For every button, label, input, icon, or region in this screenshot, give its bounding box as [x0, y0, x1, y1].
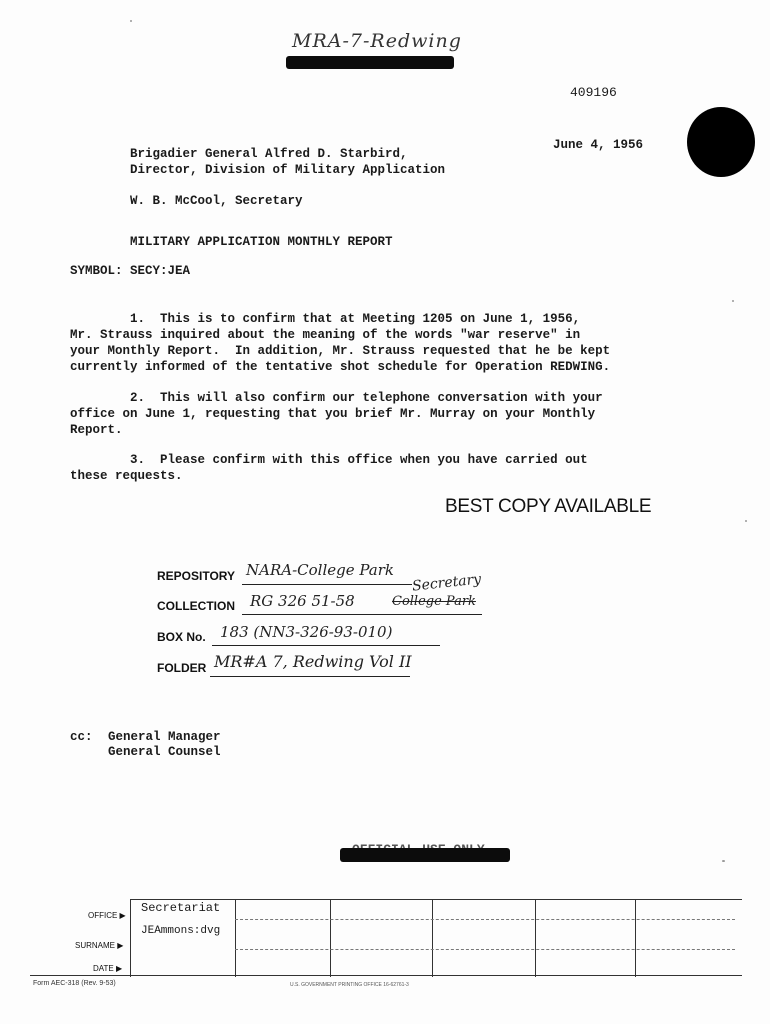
- scan-speck: [722, 860, 725, 862]
- date-label: DATE ▶: [93, 964, 123, 973]
- box-label: BOX No.: [157, 630, 206, 644]
- form-col-5: [535, 899, 536, 977]
- folder-value: MR#A 7, Redwing Vol II: [214, 652, 412, 671]
- form-col-1: [130, 899, 131, 977]
- collection-underline: [242, 614, 482, 615]
- routing-form: [30, 897, 730, 982]
- handwritten-file-note: MRA-7-Redwing: [292, 30, 462, 52]
- classification-strikeout-top: [286, 56, 454, 69]
- repository-label: REPOSITORY: [157, 569, 236, 583]
- repository-underline: [242, 584, 412, 585]
- repository-note: Secretary: [411, 571, 482, 595]
- office-label: OFFICE ▶: [88, 911, 126, 920]
- collection-struck-text: College Park: [392, 594, 476, 609]
- paragraph-1: 1. This is to confirm that at Meeting 1205 on June 1, 1956, Mr. Strauss inquired about the meaning of the words "war reserve" in your Monthly Report. In addition, Mr. Strauss requested that he be kept currently informed of the tentative shot schedule for Operation REDWING.: [70, 312, 611, 374]
- collection-label: COLLECTION: [157, 599, 235, 613]
- punch-hole-mark: [687, 107, 755, 177]
- folder-underline: [210, 676, 410, 677]
- subject-line: MILITARY APPLICATION MONTHLY REPORT: [130, 235, 393, 249]
- scan-speck: [745, 520, 747, 522]
- cc-label: cc:: [70, 730, 93, 744]
- collection-value: RG 326 51-58: [250, 592, 355, 610]
- from-line: W. B. McCool, Secretary: [130, 194, 303, 208]
- paragraph-2: 2. This will also confirm our telephone conversation with your office on June 1, requesting that you brief Mr. Murray on your Monthly Report.: [70, 391, 603, 437]
- box-underline: [212, 645, 440, 646]
- office-value: Secretariat: [141, 901, 221, 915]
- symbol-line: SYMBOL: SECY:JEA: [70, 264, 191, 278]
- form-col-6: [635, 899, 636, 977]
- scan-speck: [732, 300, 734, 302]
- printer-line: U.S. GOVERNMENT PRINTING OFFICE 16-62761-3: [290, 982, 409, 988]
- form-office-rule: [235, 919, 735, 920]
- paragraph-3: 3. Please confirm with this office when you have carried out these requests.: [70, 453, 588, 483]
- form-top-rule: [130, 899, 742, 900]
- form-col-4: [432, 899, 433, 977]
- cc-line-1: General Manager: [108, 730, 221, 744]
- form-surname-rule: [235, 949, 735, 950]
- surname-value: JEAmmons:dvg: [141, 925, 221, 937]
- form-col-3: [330, 899, 331, 977]
- document-number: 409196: [570, 85, 617, 100]
- box-value: 183 (NN3-326-93-010): [220, 623, 393, 641]
- addressee-line-2: Director, Division of Military Application: [130, 163, 446, 177]
- form-date-rule: [30, 975, 742, 976]
- surname-label: SURNAME ▶: [75, 941, 124, 950]
- memo-date: June 4, 1956: [553, 138, 644, 152]
- form-col-2: [235, 899, 236, 977]
- cc-line-2: General Counsel: [108, 745, 221, 759]
- folder-label: FOLDER: [157, 661, 207, 675]
- repository-value: NARA-College Park: [246, 561, 395, 579]
- scan-speck: [130, 20, 132, 22]
- best-copy-stamp: BEST COPY AVAILABLE: [445, 496, 652, 517]
- form-number: Form AEC-318 (Rev. 9-53): [33, 980, 116, 987]
- addressee-line-1: Brigadier General Alfred D. Starbird,: [130, 147, 408, 161]
- classification-strikeout-bottom: [340, 848, 510, 862]
